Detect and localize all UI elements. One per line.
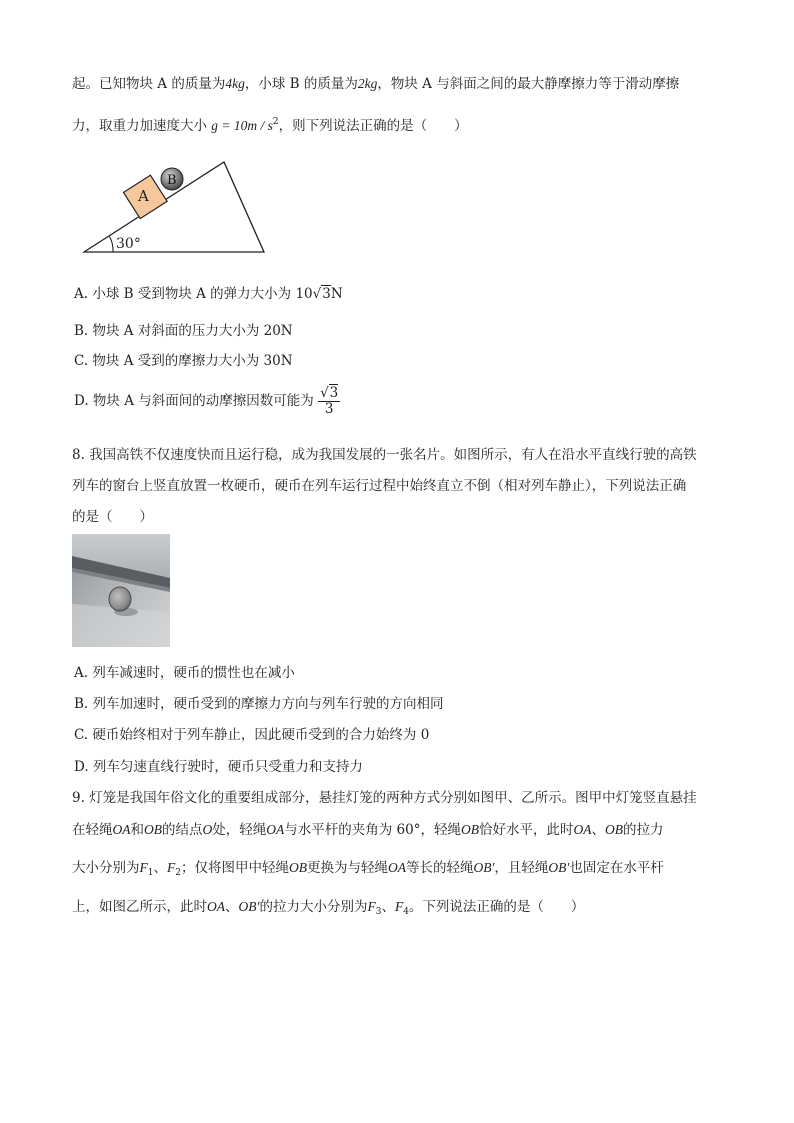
gravity-expression: g = 10m / s [211,118,273,133]
radicand: 3 [322,286,331,302]
q7-option-b: B. 物块 A 对斜面的压力大小为 20N [74,323,293,339]
rope-ob: OB [460,822,479,837]
q7-option-d [74,386,340,417]
q9-stem-line-3: 大小分别为$F_1$、$F_2$；仅将图甲中轻绳OB更换为与轻绳OA等长的轻绳OB′，且轻绳OB′也固定在水平杆 [72,860,664,878]
gravity-exponent: 2 [272,117,279,127]
q8-stem-line-3: 的是（ ） [72,509,153,525]
rope-oa: OA [112,822,131,837]
mass-a: 4kg [225,76,245,91]
q7-text: ，物块 A 与斜面之间的最大静摩擦力等于滑动摩擦 [377,76,680,92]
q7-stem-line-2 [72,114,468,134]
q8-stem-line-2: 列车的窗台上竖直放置一枚硬币，硬币在列车运行过程中始终直立不倒（相对列车静止），下列说法正确 [72,478,687,494]
option-text: D. 物块 A 与斜面间的动摩擦因数可能为 [74,392,314,409]
ball-b-label: B [167,173,177,188]
q9-stem-line-4: 上，如图乙所示，此时OA、OB′的拉力大小分别为$F_3$、$F_4$。下列说法正确的是（ ） [72,899,585,917]
rope-ob: OB [144,822,162,837]
q7-stem-line-1 [72,72,679,92]
block-a-label: A [138,187,149,205]
rope-oa: OA [266,822,285,837]
incline-figure [80,160,280,260]
q8-option-a: A. 列车减速时，硬币的惯性也在减小 [74,665,295,681]
q7-text: ，则下列说法正确的是（ ） [278,118,468,134]
q9-stem-line-1: 9. 灯笼是我国年俗文化的重要组成部分，悬挂灯笼的两种方式分别如图甲、乙所示。图甲中灯笼竖直悬挂 [72,790,697,806]
rope-ob: OB [604,822,623,837]
force-f3: F [367,899,376,914]
force-f4: F [394,899,404,914]
q9-stem-line-2: 在轻绳OA和OB的结点O处，轻绳OA与水平杆的夹角为 60°，轻绳OB恰好水平，此时OA、OB的拉力 [72,822,664,838]
q8-stem-line-1: 8. 我国高铁不仅速度快而且运行稳，成为我国发展的一张名片。如图所示，有人在沿水平直线行驶的高铁 [72,447,697,463]
force-f1: F [139,860,148,875]
mass-b: 2kg [357,76,378,91]
rope-ob: OB [288,860,307,875]
denominator: 3 [324,400,334,417]
unit: N [330,286,343,302]
option-text: A. 小球 B 受到物块 A 的弹力大小为 10 [74,286,313,302]
q8-option-b: B. 列车加速时，硬币受到的摩擦力方向与列车行驶的方向相同 [74,696,444,712]
q7-text: ，小球 B 的质量为 [244,76,358,92]
numerator: 3 [329,385,339,401]
force-f2: F [166,860,176,875]
q7-option-a: A. 小球 B 受到物块 A 的弹力大小为 10√3N [74,286,343,302]
rope-ob-prime: OB′ [473,860,495,875]
q8-option-d: D. 列车匀速直线行驶时，硬币只受重力和支持力 [74,759,363,775]
q7-text: 起。已知物块 A 的质量为 [72,76,226,92]
angle-arc [110,237,114,253]
rope-oa: OA [207,899,225,914]
rope-ob-prime: OB′ [238,899,260,914]
coin-on-windowsill-photo [72,534,170,647]
point-o: O [202,822,213,837]
rope-ob-prime: OB′ [548,860,570,875]
angle-label: 30° [116,236,141,252]
q7-option-c: C. 物块 A 受到的摩擦力大小为 30N [74,353,293,369]
q7-text: 力，取重力加速度大小 [72,118,207,134]
rope-oa: OA [387,860,406,875]
fraction: $\frac{√3}{3}$ [320,385,339,417]
rope-oa: OA [573,822,592,837]
q8-option-c: C. 硬币始终相对于列车静止，因此硬币受到的合力始终为 0 [74,727,430,743]
